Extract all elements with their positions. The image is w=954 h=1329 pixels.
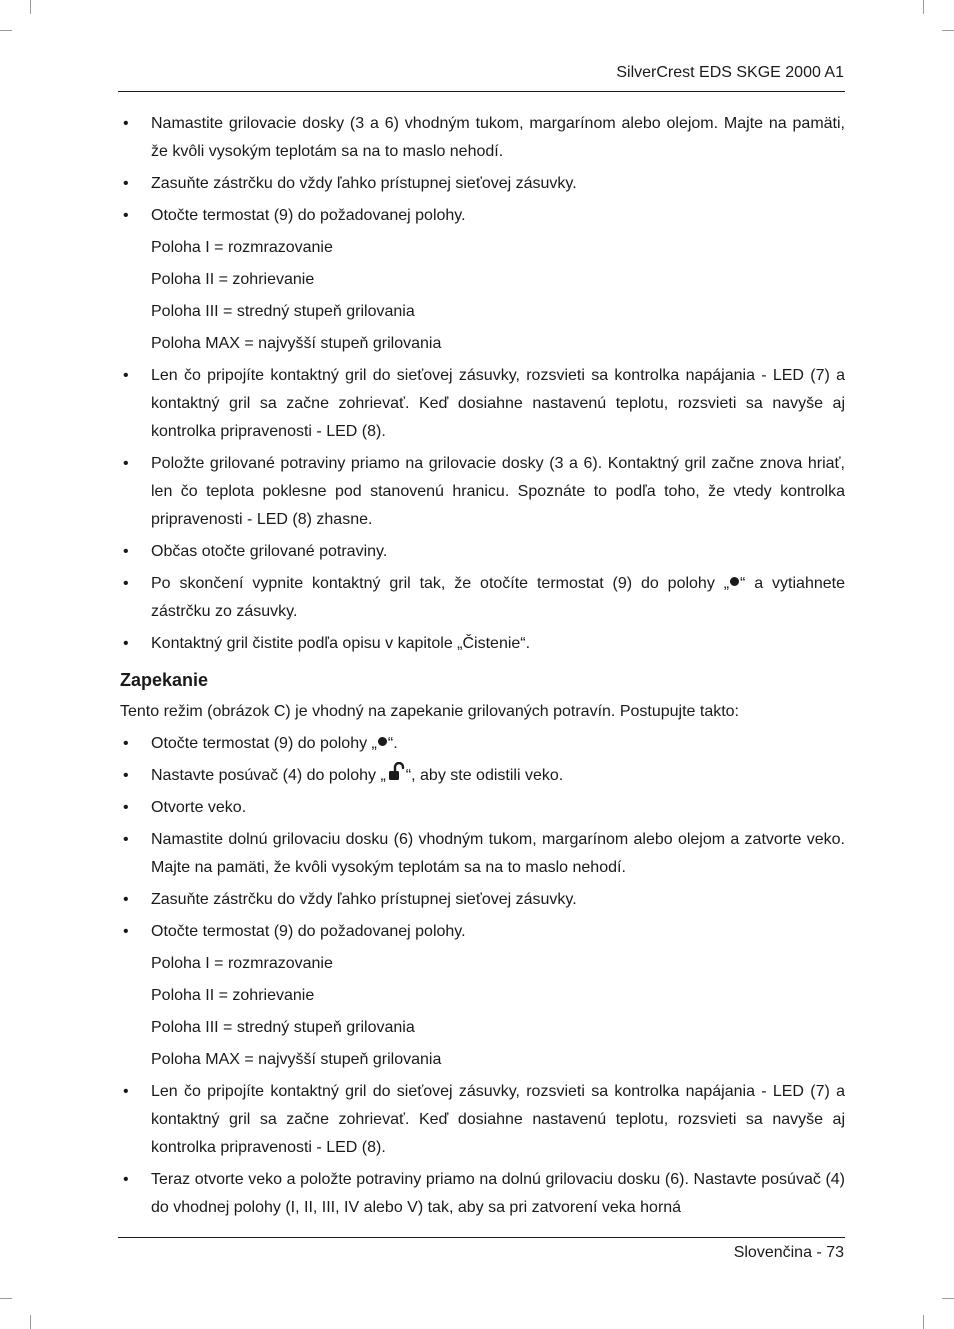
crop-mark (942, 30, 954, 31)
list-item: • Otočte termostat (9) do požadovanej polohy. (123, 207, 466, 224)
crop-mark (30, 0, 31, 14)
page-content (120, 110, 845, 1226)
position-line: Poloha II = zohrievanie (151, 987, 315, 1004)
section-heading: Zapekanie (120, 670, 209, 690)
list-item: • Len čo pripojíte kontaktný gril do sieťovej zásuvky, rozsvieti sa kontrolka napájania - LED (7) a kontaktný gril sa začne zohrievať. Keď dosiahne nastavenú teplotu, rozsvieti sa navyše aj kontrolka pripravenosti - LED (8). (123, 1083, 845, 1156)
page-footer: Slovenčina - 73 (733, 1244, 844, 1261)
position-line: Poloha III = stredný stupeň grilovania (151, 303, 415, 320)
list-item: • Teraz otvorte veko a položte potraviny priamo na dolnú grilovaciu dosku (6). Nastavte posúvač (4) do vhodnej polohy (I, II, III, IV alebo V) tak, aby sa pri zatvorení veka horná (123, 1171, 845, 1216)
list-item: • Namastite dolnú grilovaciu dosku (6) vhodným tukom, margarínom alebo olejom a zatvorte veko. Majte na pamäti, že kvôli vysokým teplotám sa na to maslo nehodí. (123, 831, 845, 876)
position-line: Poloha I = rozmrazovanie (151, 239, 333, 256)
footer-rule (118, 1237, 845, 1238)
crop-mark (923, 1315, 924, 1329)
list-item: • Kontaktný gril čistite podľa opisu v kapitole „Čistenie“. (123, 635, 531, 652)
list-item: • Položte grilované potraviny priamo na grilovacie dosky (3 a 6). Kontaktný gril začne znova hriať, len čo teplota poklesne pod stanovenú hranicu. Spoznáte to podľa toho, že vtedy kontrolka pripravenosti - LED (8) zhasne. (123, 455, 845, 528)
list-item: • Otočte termostat (9) do požadovanej polohy. (123, 923, 466, 940)
header-rule (118, 91, 845, 92)
page-header-title: SilverCrest EDS SKGE 2000 A1 (616, 64, 844, 81)
list-item: • Zasuňte zástrčku do vždy ľahko prístupnej sieťovej zásuvky. (123, 175, 577, 192)
position-line: Poloha I = rozmrazovanie (151, 955, 333, 972)
list-item: • Zasuňte zástrčku do vždy ľahko prístupnej sieťovej zásuvky. (123, 891, 577, 908)
crop-mark (0, 1298, 12, 1299)
off-dot-icon (378, 737, 387, 746)
list-item: • Namastite grilovacie dosky (3 a 6) vhodným tukom, margarínom alebo olejom. Majte na pamäti, že kvôli vysokým teplotám sa na to maslo nehodí. (123, 115, 845, 160)
position-line: Poloha MAX = najvyšší stupeň grilovania (151, 1051, 442, 1068)
list-item: • Nastavte posúvač (4) do polohy „ “, aby ste odistili veko. (120, 762, 845, 790)
position-line: Poloha II = zohrievanie (151, 271, 315, 288)
position-line: Poloha MAX = najvyšší stupeň grilovania (151, 335, 442, 352)
position-line: Poloha III = stredný stupeň grilovania (151, 1019, 415, 1036)
crop-mark (942, 1298, 954, 1299)
crop-mark (0, 30, 12, 31)
list-item: • Len čo pripojíte kontaktný gril do sieťovej zásuvky, rozsvieti sa kontrolka napájania - LED (7) a kontaktný gril sa začne zohrievať. Keď dosiahne nastavenú teplotu, rozsvieti sa navyše aj kontrolka pripravenosti - LED (8). (123, 367, 845, 440)
off-dot-icon (730, 577, 739, 586)
intro-paragraph: Tento režim (obrázok C) je vhodný na zapekanie grilovaných potravín. Postupujte takto: (120, 703, 739, 720)
unlock-icon (386, 762, 406, 782)
crop-mark (923, 0, 924, 14)
list-item: • Otvorte veko. (123, 799, 247, 816)
list-item: • Občas otočte grilované potraviny. (123, 543, 388, 560)
list-item: • Po skončení vypnite kontaktný gril tak, že otočíte termostat (9) do polohy „ “ a vytiahnete zástrčku zo zásuvky. (123, 575, 845, 620)
crop-mark (30, 1315, 31, 1329)
list-item: • Otočte termostat (9) do polohy „ “. (123, 735, 398, 752)
